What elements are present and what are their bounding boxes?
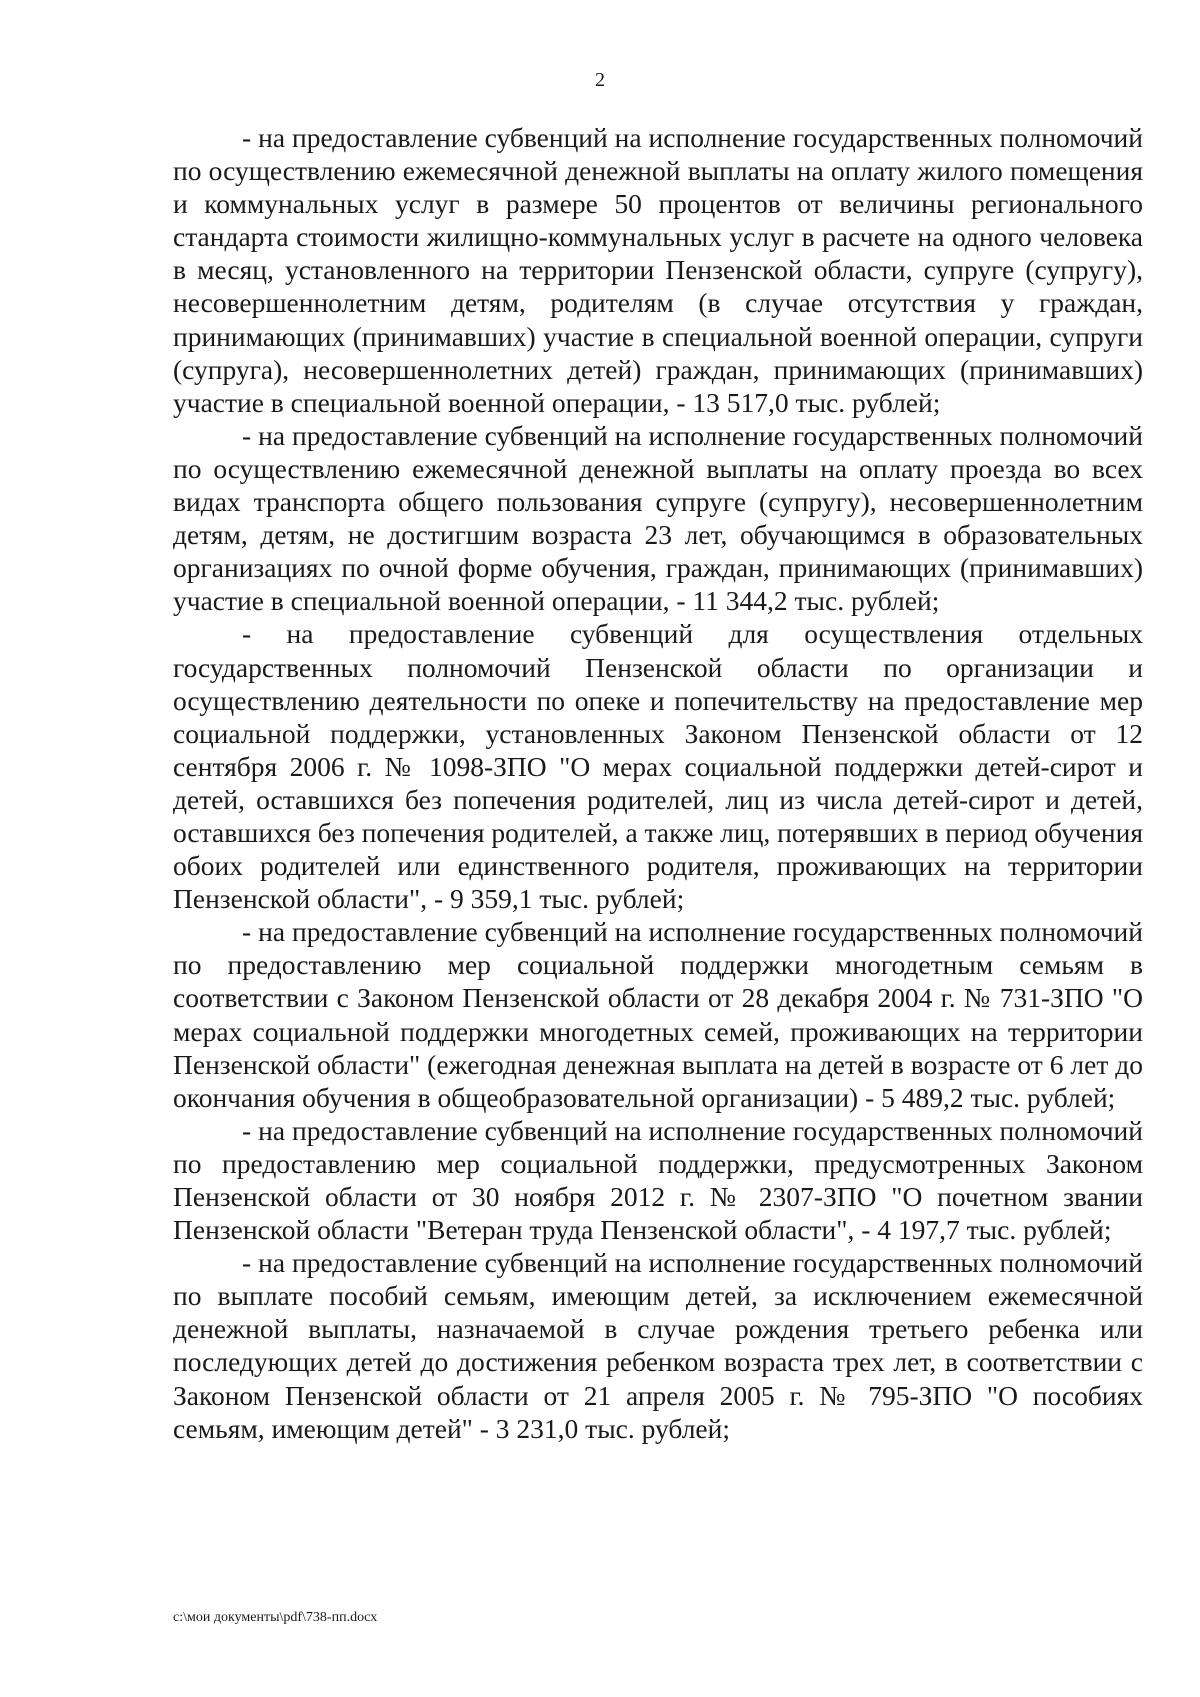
- paragraph-subvention-family-allowances: - на предоставление субвенций на исполнение государственных полномочий по выплате пособий семьям, имеющим детей, за исключением ежемесячной денежной выплаты, назначаемой в случае рождения третьего ребенка или последующих детей до достижения ребенком возраста трех лет, в соответствии с Законом Пензенской области от 21 апреля 2005 г. № 795-ЗПО "О пособиях семьям, имеющим детей" - 3 231,0 тыс. рублей;: [173, 1247, 1143, 1444]
- paragraph-subvention-housing: - на предоставление субвенций на исполнение государственных полномочий по осуществлению ежемесячной денежной выплаты на оплату жилого помещения и коммунальных услуг в размере 50 процентов от величины регионального стандарта стоимости жилищно-коммунальных услуг в расчете на одного человека в месяц, установленного на территории Пензенской области, супруге (супругу), несовершеннолетним детям, родителям (в случае отсутствия у граждан, принимающих (принимавших) участие в специальной военной операции, супруги (супруга), несовершеннолетних детей) граждан, принимающих (принимавших) участие в специальной военной операции, - 13 517,0 тыс. рублей;: [173, 122, 1143, 418]
- paragraph-subvention-large-families: - на предоставление субвенций на исполнение государственных полномочий по предоставлению мер социальной поддержки многодетным семьям в соответствии с Законом Пензенской области от 28 декабря 2004 г. № 731-ЗПО "О мерах социальной поддержки многодетных семей, проживающих на территории Пензенской области" (ежегодная денежная выплата на детей в возрасте от 6 лет до окончания обучения в общеобразовательной организации) - 5 489,2 тыс. рублей;: [173, 916, 1143, 1113]
- paragraph-subvention-labor-veteran: - на предоставление субвенций на исполнение государственных полномочий по предоставлению мер социальной поддержки, предусмотренных Законом Пензенской области от 30 ноября 2012 г. № 2307-ЗПО "О почетном звании Пензенской области "Ветеран труда Пензенской области", - 4 197,7 тыс. рублей;: [173, 1114, 1143, 1246]
- footer-file-path: c:\мои документы\pdf\738-пп.docx: [173, 1610, 378, 1625]
- page-number: 2: [595, 69, 605, 91]
- document-body: [173, 121, 1143, 1445]
- paragraph-subvention-guardianship: - на предоставление субвенций для осуществления отдельных государственных полномочий Пензенской области по организации и осуществлению деятельности по опеке и попечительству на предоставление мер социальной поддержки, установленных Законом Пензенской области от 12 сентября 2006 г. № 1098-ЗПО "О мерах социальной поддержки детей-сирот и детей, оставшихся без попечения родителей, лиц из числа детей-сирот и детей, оставшихся без попечения родителей, а также лиц, потерявших в период обучения обоих родителей или единственного родителя, проживающих на территории Пензенской области", - 9 359,1 тыс. рублей;: [173, 618, 1143, 915]
- paragraph-subvention-transport: - на предоставление субвенций на исполнение государственных полномочий по осуществлению ежемесячной денежной выплаты на оплату проезда во всех видах транспорта общего пользования супруге (супругу), несовершеннолетним детям, детям, не достигшим возраста 23 лет, обучающимся в образовательных организациях по очной форме обучения, граждан, принимающих (принимавших) участие в специальной военной операции, - 11 344,2 тыс. рублей;: [173, 419, 1143, 617]
